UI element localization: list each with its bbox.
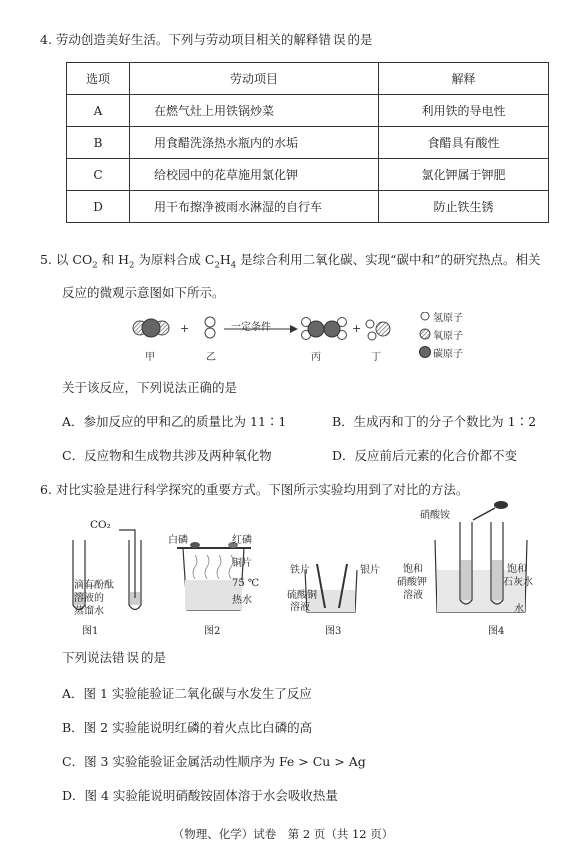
- fig4-caption: 图4: [488, 626, 505, 637]
- q6-question: 下列说法错误的是: [62, 650, 167, 665]
- table-row: C 给校园中的花草施用氯化钾 氯化钾属于钾肥: [67, 159, 549, 191]
- molecule-h2o: [366, 320, 390, 340]
- header-option: 选项: [67, 63, 130, 95]
- legend-h: 氢原子: [433, 313, 463, 324]
- fig4-kno3-2: 硝酸钾: [397, 577, 427, 588]
- table-row: D 用干布擦净被雨水淋湿的自行车 防止铁生锈: [67, 191, 549, 223]
- q5-option-c: C．反应物和生成物共涉及两种氧化物: [62, 448, 272, 463]
- fig4-kno3-3: 溶液: [403, 590, 423, 601]
- molecule-co2: [133, 319, 169, 337]
- fig1-label-2: 溶液的: [74, 593, 104, 604]
- fig3-cuso4-1: 硫酸铜: [287, 590, 317, 601]
- fig4-kno3-1: 饱和: [403, 564, 423, 575]
- fig3-silver: 银片: [360, 565, 380, 576]
- table-row: B 用食醋洗涤热水瓶内的水垢 食醋具有酸性: [67, 127, 549, 159]
- fig3-caption: 图3: [325, 626, 342, 637]
- legend-o: 氧原子: [433, 331, 463, 342]
- fig1-caption: 图1: [82, 626, 99, 637]
- fig3-cuso4-2: 溶液: [290, 602, 310, 613]
- fig4-water: 水: [514, 604, 524, 615]
- fig2-red-p: 红磷: [232, 535, 252, 546]
- q6-option-a: A．图 1 实验能验证二氧化碳与水发生了反应: [62, 686, 312, 701]
- q5-stem-line2: 反应的微观示意图如下所示。: [62, 285, 225, 300]
- fig4-nh4no3: 硝酸铵: [420, 510, 450, 521]
- legend-c: 碳原子: [433, 349, 463, 360]
- molecule-c2h4: [302, 318, 347, 340]
- q5-stem-line1: 5. 以 $CO_2$ 和 $H_2$ 为原料合成 $C_2H_4$ 是综合利用二氧化碳、实现“碳中和”的研究热点。相关: [40, 252, 541, 271]
- page-footer: （物理、化学）试卷 第 2 页（共 12 页）: [172, 827, 394, 841]
- label-jia: 甲: [145, 352, 155, 363]
- q4-table: [66, 62, 549, 223]
- table-header-row: [67, 63, 549, 95]
- svg-text:+: +: [180, 322, 190, 335]
- q5-option-d: D．反应前后元素的化合价都不变: [332, 448, 518, 463]
- label-yi: 乙: [206, 352, 216, 363]
- reaction-condition: 一定条件: [231, 322, 271, 333]
- header-item: 劳动项目: [130, 63, 379, 95]
- table-row: A 在燃气灶上用铁锅炒菜 利用铁的导电性: [67, 95, 549, 127]
- header-explain: 解释: [379, 63, 549, 95]
- q6-option-c: C．图 3 实验能验证金属活动性顺序为 Fe > Cu > Ag: [62, 754, 366, 769]
- label-bing: 丙: [311, 352, 321, 363]
- q5-question: 关于该反应，下列说法正确的是: [62, 380, 238, 395]
- fig2-white-p: 白磷: [168, 535, 188, 546]
- q5-option-b: B．生成丙和丁的分子个数比为 1∶2: [332, 414, 537, 429]
- label-ding: 丁: [371, 352, 381, 363]
- q4-stem: 4. 劳动创造美好生活。下列与劳动项目相关的解释错误的是: [40, 32, 373, 47]
- legend: [420, 312, 431, 358]
- q6-stem: 6. 对比实验是进行科学探究的重要方式。下图所示实验均用到了对比的方法。: [40, 482, 469, 497]
- fig1-co2-label: CO₂: [90, 519, 111, 531]
- fig3-iron: 铁片: [290, 565, 310, 576]
- fig1-label-3: 蒸馏水: [74, 606, 104, 617]
- fig1-label-1: 滴有酚酞: [74, 580, 114, 591]
- fig4-lime-1: 饱和: [507, 564, 527, 575]
- fig4-lime-2: 石灰水: [503, 577, 533, 588]
- q5-option-a: A．参加反应的甲和乙的质量比为 11∶1: [62, 414, 287, 429]
- fig2-copper: 铜片: [232, 558, 252, 569]
- reaction-diagram: [120, 312, 540, 362]
- molecule-h2: [205, 317, 215, 338]
- svg-text:+: +: [352, 322, 362, 335]
- fig2-temp: 75 ℃: [232, 578, 260, 589]
- q6-option-d: D．图 4 实验能说明硝酸铵固体溶于水会吸收热量: [62, 788, 338, 803]
- fig2-hotwater: 热水: [232, 595, 252, 606]
- fig2-caption: 图2: [204, 626, 221, 637]
- q6-option-b: B．图 2 实验能说明红磷的着火点比白磷的高: [62, 720, 313, 735]
